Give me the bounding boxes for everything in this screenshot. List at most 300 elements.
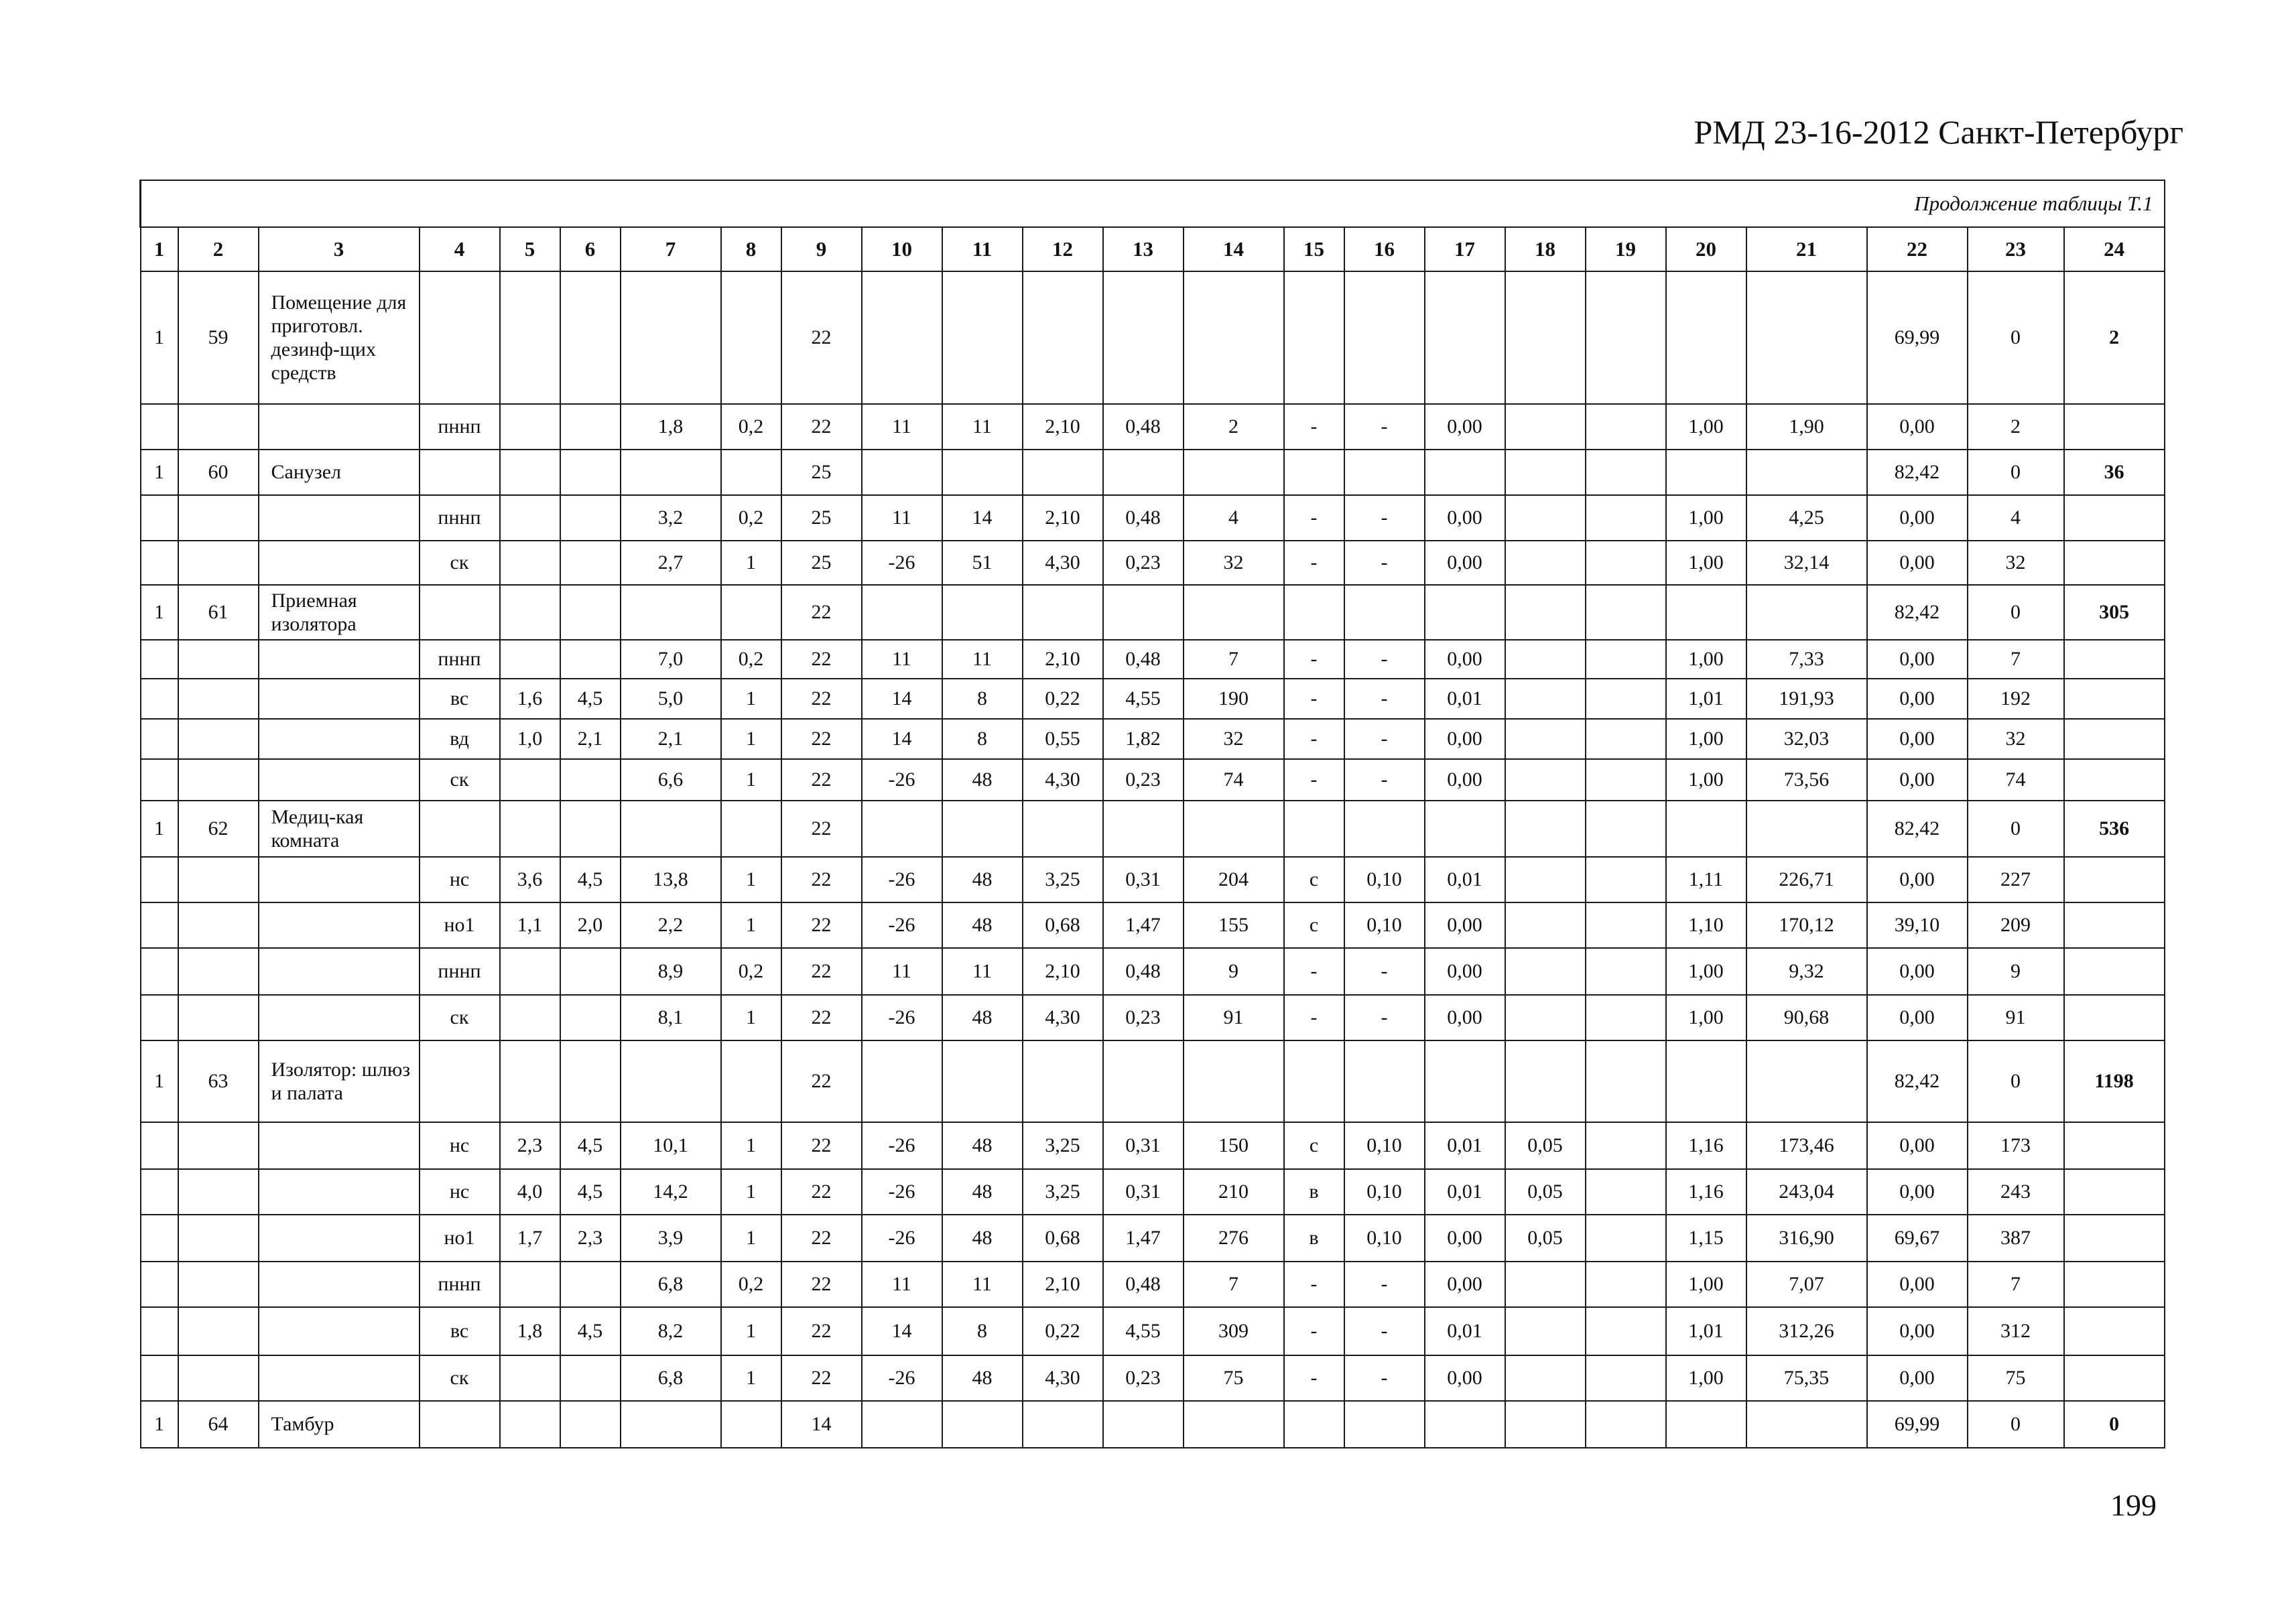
table-cell-col-11	[942, 801, 1023, 857]
table-cell-col-21: 4,25	[1746, 495, 1867, 541]
table-cell-col-12: 3,25	[1023, 1122, 1103, 1169]
table-cell-col-7: 6,8	[621, 1355, 721, 1401]
table-cell-col-7: 10,1	[621, 1122, 721, 1169]
table-cell-col-6	[560, 495, 621, 541]
table-cell-col-21: 316,90	[1746, 1215, 1867, 1262]
table-cell-col-17	[1425, 450, 1505, 495]
table-cell-col-2	[178, 948, 259, 995]
table-cell-col-9: 22	[781, 857, 862, 902]
table-cell-col-22: 82,42	[1867, 450, 1968, 495]
table-cell-col-1	[141, 1355, 178, 1401]
table-cell-col-24: 36	[2064, 450, 2165, 495]
page-number: 199	[2110, 1488, 2157, 1522]
table-cell-col-20: 1,01	[1666, 1307, 1746, 1355]
table-cell-col-9: 25	[781, 450, 862, 495]
table-cell-col-7	[621, 585, 721, 640]
table-cell-col-1: 1	[141, 1401, 178, 1448]
table-cell-col-22: 82,42	[1867, 801, 1968, 857]
table-cell-col-20	[1666, 801, 1746, 857]
table-cell-col-6	[560, 1262, 621, 1307]
table-row	[141, 801, 2165, 857]
table-cell-col-7: 1,8	[621, 404, 721, 450]
table-cell-col-8	[721, 1040, 781, 1122]
table-cell-col-19	[1586, 1262, 1666, 1307]
table-cell-col-18	[1505, 1355, 1586, 1401]
column-header-12: 12	[1023, 227, 1103, 271]
table-cell-col-14: 74	[1184, 759, 1284, 801]
table-cell-col-11: 8	[942, 1307, 1023, 1355]
table-cell-col-7: 7,0	[621, 640, 721, 679]
table-cell-col-19	[1586, 404, 1666, 450]
table-cell-col-8: 1	[721, 995, 781, 1040]
table-cell-col-9: 22	[781, 759, 862, 801]
table-cell-col-8: 0,2	[721, 640, 781, 679]
table-row	[141, 541, 2165, 585]
table-cell-col-2	[178, 1355, 259, 1401]
table-cell-col-6	[560, 404, 621, 450]
table-cell-col-14	[1184, 450, 1284, 495]
table-cell-col-1: 1	[141, 450, 178, 495]
table-cell-col-8: 0,2	[721, 1262, 781, 1307]
table-cell-col-3	[259, 948, 420, 995]
table-cell-col-11: 14	[942, 495, 1023, 541]
table-cell-col-9: 22	[781, 1122, 862, 1169]
table-cell-col-15: -	[1284, 759, 1344, 801]
table-cell-col-3: Приемная изолятора	[259, 585, 420, 640]
table-cell-col-7: 6,8	[621, 1262, 721, 1307]
table-body	[141, 180, 2165, 1448]
table-cell-col-15	[1284, 1040, 1344, 1122]
table-cell-col-21: 9,32	[1746, 948, 1867, 995]
table-cell-col-14: 190	[1184, 679, 1284, 719]
table-cell-col-23: 0	[1968, 585, 2064, 640]
table-row	[141, 585, 2165, 640]
table-cell-col-18	[1505, 679, 1586, 719]
table-cell-col-6	[560, 585, 621, 640]
table-cell-col-5	[500, 995, 560, 1040]
table-cell-col-10: 14	[862, 679, 942, 719]
table-cell-col-17: 0,00	[1425, 1355, 1505, 1401]
table-cell-col-15	[1284, 585, 1344, 640]
table-cell-col-18	[1505, 902, 1586, 948]
table-cell-col-16: -	[1344, 719, 1425, 759]
table-cell-col-15: в	[1284, 1215, 1344, 1262]
table-cell-col-6	[560, 640, 621, 679]
table-cell-col-3	[259, 1307, 420, 1355]
table-cell-col-1	[141, 1262, 178, 1307]
table-cell-col-10: -26	[862, 1169, 942, 1215]
table-cell-col-9: 22	[781, 948, 862, 995]
table-cell-col-13: 0,23	[1103, 541, 1184, 585]
table-cell-col-20	[1666, 271, 1746, 404]
table-cell-col-4	[420, 271, 500, 404]
table-row	[141, 1040, 2165, 1122]
table-cell-col-18: 0,05	[1505, 1122, 1586, 1169]
table-cell-col-12: 2,10	[1023, 640, 1103, 679]
table-cell-col-6	[560, 759, 621, 801]
table-cell-col-23: 192	[1968, 679, 2064, 719]
table-cell-col-9: 22	[781, 585, 862, 640]
table-cell-col-4: пннп	[420, 495, 500, 541]
table-cell-col-20	[1666, 585, 1746, 640]
table-cell-col-14: 150	[1184, 1122, 1284, 1169]
table-cell-col-16	[1344, 1401, 1425, 1448]
table-cell-col-22: 0,00	[1867, 640, 1968, 679]
table-cell-col-21	[1746, 450, 1867, 495]
table-cell-col-20: 1,00	[1666, 495, 1746, 541]
table-cell-col-4: нс	[420, 1169, 500, 1215]
table-cell-col-1	[141, 640, 178, 679]
table-cell-col-7: 8,1	[621, 995, 721, 1040]
table-cell-col-6	[560, 541, 621, 585]
table-cell-col-5	[500, 1040, 560, 1122]
table-cell-col-20: 1,15	[1666, 1215, 1746, 1262]
table-cell-col-17: 0,00	[1425, 541, 1505, 585]
table-cell-col-4: ск	[420, 1355, 500, 1401]
table-cell-col-9: 14	[781, 1401, 862, 1448]
table-cell-col-7	[621, 1401, 721, 1448]
table-cell-col-19	[1586, 1122, 1666, 1169]
table-cell-col-5	[500, 1401, 560, 1448]
table-cell-col-13: 0,31	[1103, 1122, 1184, 1169]
table-cell-col-10	[862, 450, 942, 495]
table-cell-col-13: 4,55	[1103, 1307, 1184, 1355]
table-cell-col-18	[1505, 759, 1586, 801]
table-cell-col-15	[1284, 1401, 1344, 1448]
table-cell-col-10: -26	[862, 1355, 942, 1401]
table-cell-col-11	[942, 1401, 1023, 1448]
table-cell-col-14: 7	[1184, 640, 1284, 679]
table-cell-col-15	[1284, 801, 1344, 857]
table-cell-col-11	[942, 585, 1023, 640]
table-cell-col-16: -	[1344, 404, 1425, 450]
column-number-row	[141, 227, 2165, 271]
table-cell-col-17	[1425, 585, 1505, 640]
table-cell-col-19	[1586, 1215, 1666, 1262]
table-row	[141, 450, 2165, 495]
document-title: РМД 23-16-2012 Санкт-Петербург	[1694, 113, 2183, 151]
table-cell-col-16: 0,10	[1344, 1122, 1425, 1169]
table-cell-col-8	[721, 1401, 781, 1448]
table-row	[141, 857, 2165, 902]
table-cell-col-18	[1505, 541, 1586, 585]
table-cell-col-14: 32	[1184, 719, 1284, 759]
table-cell-col-18	[1505, 1307, 1586, 1355]
table-cell-col-15: -	[1284, 948, 1344, 995]
column-header-13: 13	[1103, 227, 1184, 271]
table-cell-col-6: 4,5	[560, 679, 621, 719]
table-cell-col-23: 227	[1968, 857, 2064, 902]
table-cell-col-18	[1505, 1040, 1586, 1122]
table-cell-col-21: 170,12	[1746, 902, 1867, 948]
table-cell-col-16: -	[1344, 1307, 1425, 1355]
table-cell-col-7	[621, 450, 721, 495]
table-row	[141, 1122, 2165, 1169]
table-cell-col-12	[1023, 450, 1103, 495]
table-cell-col-7: 13,8	[621, 857, 721, 902]
table-cell-col-21: 32,03	[1746, 719, 1867, 759]
table-cell-col-7: 2,1	[621, 719, 721, 759]
table-cell-col-9: 22	[781, 1262, 862, 1307]
table-cell-col-24	[2064, 719, 2165, 759]
table-cell-col-9: 22	[781, 1169, 862, 1215]
table-cell-col-2: 61	[178, 585, 259, 640]
table-cell-col-4: вс	[420, 679, 500, 719]
table-cell-col-13	[1103, 1401, 1184, 1448]
table-cell-col-5	[500, 404, 560, 450]
table-cell-col-22: 69,67	[1867, 1215, 1968, 1262]
table-cell-col-1: 1	[141, 1040, 178, 1122]
table-cell-col-13: 0,48	[1103, 404, 1184, 450]
table-cell-col-20: 1,00	[1666, 541, 1746, 585]
table-cell-col-13: 0,48	[1103, 640, 1184, 679]
table-cell-col-18	[1505, 640, 1586, 679]
table-caption: Продолжение таблицы Т.1	[141, 180, 2165, 227]
table-cell-col-1	[141, 541, 178, 585]
table-cell-col-20: 1,16	[1666, 1122, 1746, 1169]
table-cell-col-5	[500, 759, 560, 801]
table-cell-col-10: 11	[862, 948, 942, 995]
table-cell-col-13: 1,47	[1103, 1215, 1184, 1262]
table-cell-col-22: 0,00	[1867, 1122, 1968, 1169]
table-cell-col-18	[1505, 271, 1586, 404]
table-cell-col-4	[420, 801, 500, 857]
table-cell-col-20	[1666, 1040, 1746, 1122]
table-cell-col-8: 1	[721, 759, 781, 801]
table-cell-col-12: 3,25	[1023, 1169, 1103, 1215]
table-row	[141, 719, 2165, 759]
table-cell-col-3	[259, 1215, 420, 1262]
table-cell-col-16	[1344, 1040, 1425, 1122]
data-table-container	[139, 180, 2157, 1448]
table-cell-col-13: 0,23	[1103, 1355, 1184, 1401]
table-cell-col-23: 74	[1968, 759, 2064, 801]
table-cell-col-2: 59	[178, 271, 259, 404]
table-cell-col-17: 0,00	[1425, 719, 1505, 759]
table-cell-col-12	[1023, 1040, 1103, 1122]
table-cell-col-5	[500, 271, 560, 404]
table-cell-col-19	[1586, 759, 1666, 801]
table-cell-col-22: 69,99	[1867, 271, 1968, 404]
table-cell-col-23: 0	[1968, 271, 2064, 404]
table-cell-col-15: -	[1284, 404, 1344, 450]
table-cell-col-13	[1103, 1040, 1184, 1122]
table-row	[141, 995, 2165, 1040]
table-cell-col-14: 4	[1184, 495, 1284, 541]
table-cell-col-17: 0,01	[1425, 1122, 1505, 1169]
table-cell-col-5	[500, 1262, 560, 1307]
table-row	[141, 1401, 2165, 1448]
table-cell-col-14: 32	[1184, 541, 1284, 585]
table-cell-col-14: 7	[1184, 1262, 1284, 1307]
table-cell-col-6	[560, 1040, 621, 1122]
table-cell-col-18	[1505, 495, 1586, 541]
table-cell-col-16: 0,10	[1344, 857, 1425, 902]
table-cell-col-8: 1	[721, 679, 781, 719]
table-cell-col-3	[259, 1355, 420, 1401]
table-cell-col-16: -	[1344, 640, 1425, 679]
table-cell-col-19	[1586, 995, 1666, 1040]
table-cell-col-24	[2064, 1307, 2165, 1355]
table-cell-col-15: -	[1284, 640, 1344, 679]
table-cell-col-16: -	[1344, 759, 1425, 801]
table-cell-col-19	[1586, 450, 1666, 495]
table-cell-col-24	[2064, 1169, 2165, 1215]
table-cell-col-1: 1	[141, 585, 178, 640]
table-cell-col-3: Изолятор: шлюз и палата	[259, 1040, 420, 1122]
table-cell-col-3	[259, 759, 420, 801]
column-header-17: 17	[1425, 227, 1505, 271]
table-cell-col-3	[259, 1122, 420, 1169]
table-cell-col-23: 4	[1968, 495, 2064, 541]
table-cell-col-9: 22	[781, 995, 862, 1040]
table-cell-col-23: 243	[1968, 1169, 2064, 1215]
table-cell-col-3	[259, 640, 420, 679]
table-cell-col-4: вс	[420, 1307, 500, 1355]
table-cell-col-23: 7	[1968, 1262, 2064, 1307]
table-cell-col-15: -	[1284, 995, 1344, 1040]
table-cell-col-15	[1284, 450, 1344, 495]
column-header-24: 24	[2064, 227, 2165, 271]
table-cell-col-18	[1505, 801, 1586, 857]
table-cell-col-8	[721, 801, 781, 857]
table-cell-col-14	[1184, 271, 1284, 404]
table-cell-col-16	[1344, 585, 1425, 640]
table-cell-col-6	[560, 995, 621, 1040]
table-row	[141, 902, 2165, 948]
table-cell-col-1: 1	[141, 271, 178, 404]
table-cell-col-10: -26	[862, 759, 942, 801]
table-cell-col-2	[178, 1215, 259, 1262]
table-cell-col-22: 0,00	[1867, 404, 1968, 450]
table-cell-col-20: 1,00	[1666, 404, 1746, 450]
table-cell-col-2	[178, 1169, 259, 1215]
table-row	[141, 759, 2165, 801]
table-cell-col-23: 312	[1968, 1307, 2064, 1355]
table-cell-col-11: 48	[942, 1355, 1023, 1401]
table-cell-col-11: 11	[942, 640, 1023, 679]
table-cell-col-15: -	[1284, 1262, 1344, 1307]
table-cell-col-17: 0,00	[1425, 404, 1505, 450]
table-cell-col-17: 0,00	[1425, 948, 1505, 995]
table-cell-col-7: 6,6	[621, 759, 721, 801]
table-cell-col-23: 387	[1968, 1215, 2064, 1262]
table-cell-col-22: 39,10	[1867, 902, 1968, 948]
table-cell-col-3	[259, 404, 420, 450]
table-cell-col-9: 25	[781, 495, 862, 541]
table-cell-col-17: 0,00	[1425, 759, 1505, 801]
table-cell-col-3	[259, 1262, 420, 1307]
table-cell-col-5	[500, 541, 560, 585]
table-cell-col-8: 0,2	[721, 404, 781, 450]
table-cell-col-14: 309	[1184, 1307, 1284, 1355]
table-cell-col-24	[2064, 1215, 2165, 1262]
table-cell-col-13: 1,47	[1103, 902, 1184, 948]
table-cell-col-3	[259, 541, 420, 585]
table-cell-col-2	[178, 679, 259, 719]
table-cell-col-2	[178, 495, 259, 541]
table-cell-col-16	[1344, 271, 1425, 404]
table-cell-col-18	[1505, 1262, 1586, 1307]
table-cell-col-5	[500, 495, 560, 541]
table-cell-col-15: -	[1284, 719, 1344, 759]
table-cell-col-21: 243,04	[1746, 1169, 1867, 1215]
table-cell-col-17: 0,00	[1425, 995, 1505, 1040]
table-cell-col-10: -26	[862, 902, 942, 948]
table-cell-col-4: нс	[420, 857, 500, 902]
table-cell-col-20: 1,00	[1666, 1262, 1746, 1307]
column-header-21: 21	[1746, 227, 1867, 271]
table-cell-col-12	[1023, 1401, 1103, 1448]
table-cell-col-3: Санузел	[259, 450, 420, 495]
table-cell-col-24	[2064, 1122, 2165, 1169]
table-cell-col-24	[2064, 495, 2165, 541]
table-row	[141, 1307, 2165, 1355]
table-cell-col-6: 4,5	[560, 1122, 621, 1169]
table-cell-col-4: ск	[420, 541, 500, 585]
table-cell-col-24	[2064, 541, 2165, 585]
table-cell-col-3: Помещение для приготовл. дезинф-щих средств	[259, 271, 420, 404]
table-cell-col-10: 11	[862, 640, 942, 679]
table-cell-col-16: 0,10	[1344, 1215, 1425, 1262]
table-cell-col-1	[141, 948, 178, 995]
table-cell-col-4: пннп	[420, 948, 500, 995]
table-cell-col-23: 32	[1968, 541, 2064, 585]
table-cell-col-11: 48	[942, 1215, 1023, 1262]
table-cell-col-22: 0,00	[1867, 759, 1968, 801]
table-cell-col-18	[1505, 1401, 1586, 1448]
table-cell-col-19	[1586, 1355, 1666, 1401]
table-cell-col-16: -	[1344, 995, 1425, 1040]
table-cell-col-7: 2,7	[621, 541, 721, 585]
table-cell-col-24: 0	[2064, 1401, 2165, 1448]
table-cell-col-22: 0,00	[1867, 1307, 1968, 1355]
table-cell-col-22: 0,00	[1867, 948, 1968, 995]
table-cell-col-14	[1184, 585, 1284, 640]
table-cell-col-24	[2064, 640, 2165, 679]
table-cell-col-13	[1103, 585, 1184, 640]
table-cell-col-1	[141, 404, 178, 450]
table-cell-col-20	[1666, 450, 1746, 495]
table-cell-col-4: ск	[420, 995, 500, 1040]
table-cell-col-17: 0,00	[1425, 640, 1505, 679]
table-cell-col-12: 2,10	[1023, 404, 1103, 450]
table-cell-col-19	[1586, 271, 1666, 404]
table-cell-col-11: 48	[942, 995, 1023, 1040]
table-cell-col-24	[2064, 404, 2165, 450]
table-cell-col-10: -26	[862, 857, 942, 902]
table-cell-col-2	[178, 857, 259, 902]
table-cell-col-21	[1746, 585, 1867, 640]
table-cell-col-10: -26	[862, 995, 942, 1040]
column-header-20: 20	[1666, 227, 1746, 271]
table-row	[141, 404, 2165, 450]
table-cell-col-19	[1586, 640, 1666, 679]
table-cell-col-2	[178, 719, 259, 759]
table-cell-col-20: 1,00	[1666, 1355, 1746, 1401]
table-cell-col-19	[1586, 1040, 1666, 1122]
table-cell-col-13	[1103, 801, 1184, 857]
table-cell-col-19	[1586, 585, 1666, 640]
table-cell-col-6: 4,5	[560, 1307, 621, 1355]
table-cell-col-20: 1,16	[1666, 1169, 1746, 1215]
table-cell-col-21	[1746, 801, 1867, 857]
table-cell-col-23: 75	[1968, 1355, 2064, 1401]
table-cell-col-14: 9	[1184, 948, 1284, 995]
table-cell-col-11	[942, 1040, 1023, 1122]
table-cell-col-20: 1,01	[1666, 679, 1746, 719]
table-cell-col-20: 1,00	[1666, 640, 1746, 679]
